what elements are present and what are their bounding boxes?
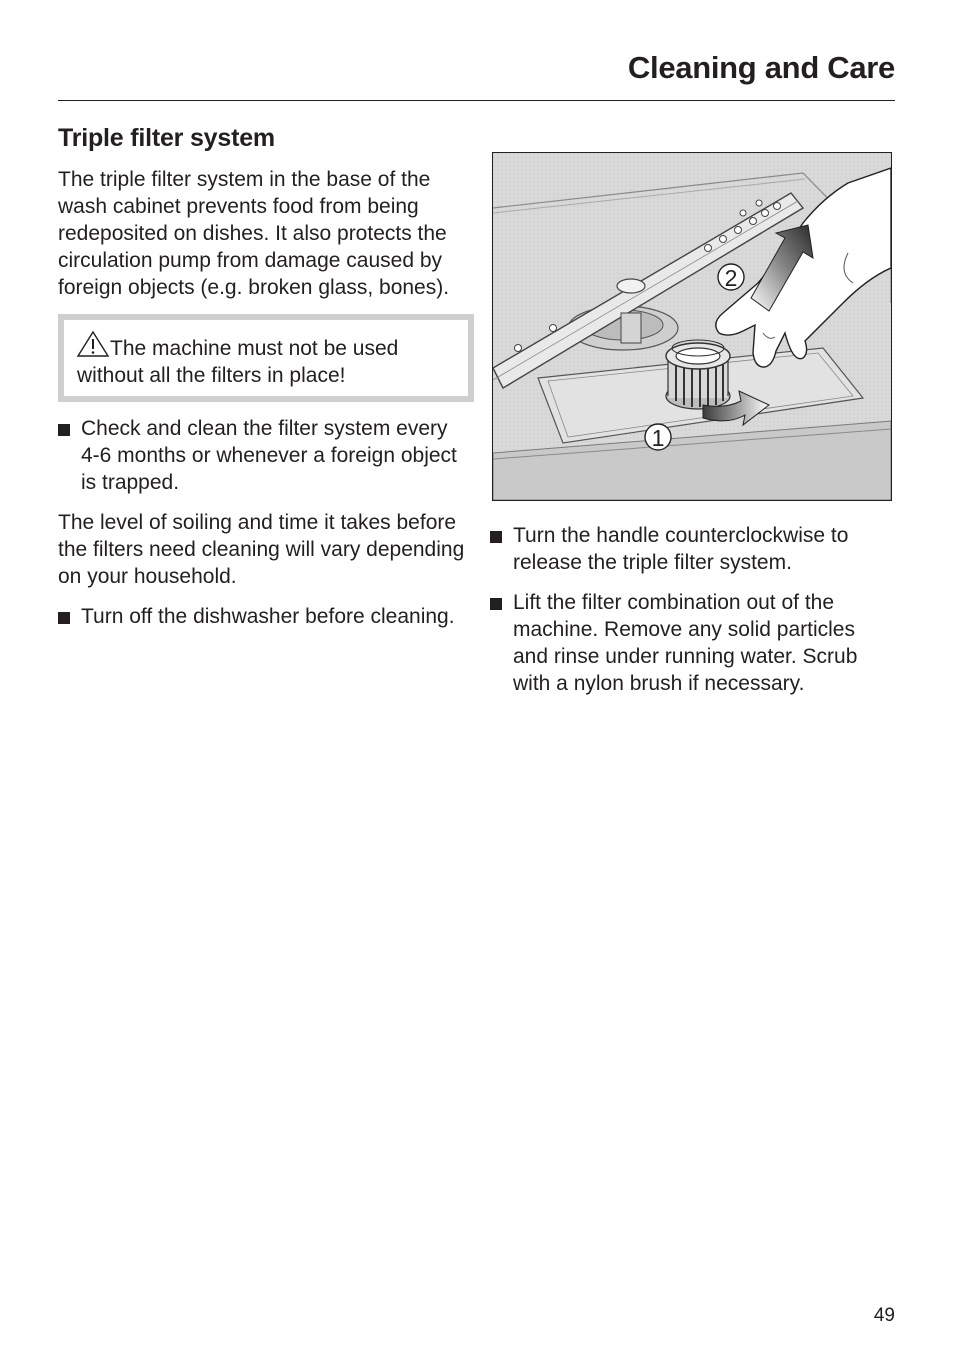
left-column: [58, 124, 468, 643]
bullet-turn-off-text: Turn off the dishwasher before cleaning.: [81, 605, 455, 628]
warning-triangle-icon: [77, 331, 109, 357]
bullet-turn-off: [58, 603, 468, 630]
soiling-paragraph: The level of soiling and time it takes before the filters need cleaning will vary depending on your household.: [58, 511, 465, 588]
page-header-title: Cleaning and Care: [627, 50, 895, 85]
bullet-turn-handle: [490, 522, 895, 576]
callout-2-label: 2: [724, 265, 738, 291]
filter-removal-illustration: [492, 152, 892, 501]
header-rule: [58, 100, 895, 101]
bullet-lift-filter: [490, 589, 895, 697]
page-number: 49: [873, 1305, 895, 1326]
illustration-svg: [493, 153, 891, 500]
bullet-lift-filter-text: Lift the filter combination out of the machine. Remove any solid particles and rinse under running water. Scrub with a nylon brush if necessary.: [513, 591, 858, 695]
callout-2: [718, 264, 744, 291]
callout-1-label: 1: [651, 425, 665, 451]
warning-text: The machine must not be used without all the filters in place!: [77, 337, 399, 387]
intro-paragraph: The triple filter system in the base of the wash cabinet prevents food from being redeposited on dishes. It also protects the circulation pump from damage caused by foreign objects (e.g. broken glass, bones).: [58, 168, 450, 299]
bullet-square-icon: [490, 531, 502, 543]
triple-filter: [666, 340, 730, 409]
warning-text-container: [77, 331, 455, 389]
right-column: [490, 522, 895, 710]
bullet-square-icon: [58, 612, 70, 624]
section-title: Triple filter system: [58, 124, 275, 152]
bullet-turn-handle-text: Turn the handle counterclockwise to release the triple filter system.: [513, 524, 849, 574]
callout-1: [645, 424, 671, 451]
bullet-square-icon: [490, 598, 502, 610]
bullet-check-filter: [58, 415, 468, 496]
bullet-square-icon: [58, 424, 70, 436]
warning-box: [58, 314, 474, 402]
bullet-check-filter-text: Check and clean the filter system every 4-6 months or whenever a foreign object is trapped.: [81, 417, 457, 494]
